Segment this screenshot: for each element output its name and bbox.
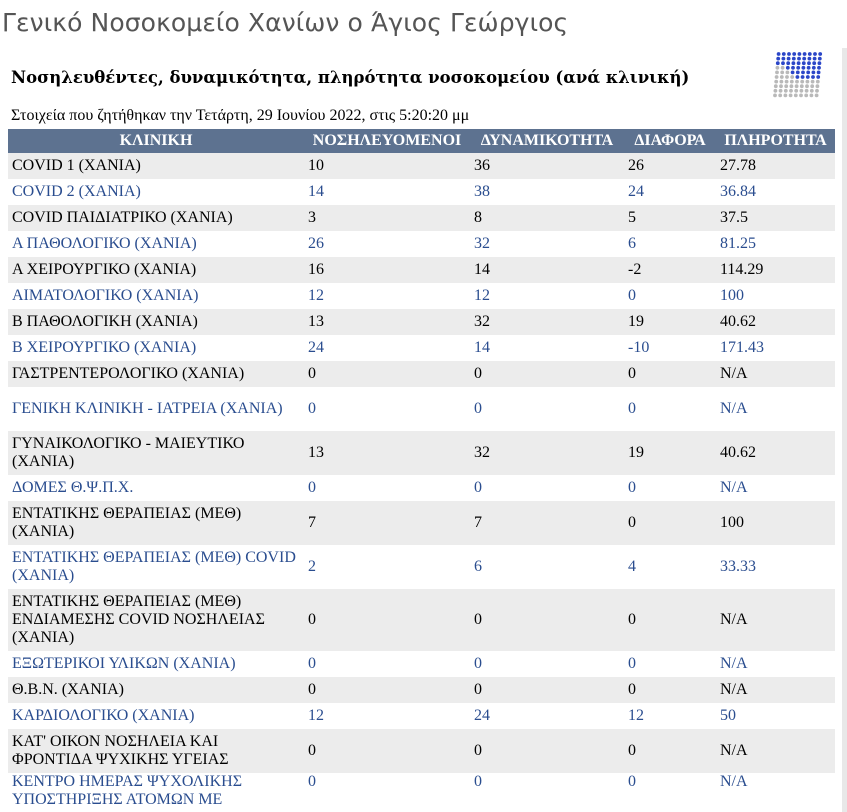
- cell-clinic: Α ΧΕΙΡΟΥΡΓΙΚΟ (ΧΑΝΙΑ): [8, 257, 304, 283]
- cell-capacity: 24: [470, 703, 624, 729]
- table-row: [8, 283, 835, 309]
- cell-clinic: ΕΞΩΤΕΡΙΚΟΙ ΥΛΙΚΩΝ (ΧΑΝΙΑ): [8, 651, 304, 677]
- cell-clinic: COVID 1 (ΧΑΝΙΑ): [8, 153, 304, 179]
- table-row: [8, 729, 835, 773]
- cell-occupancy: 37.5: [716, 205, 835, 231]
- cell-clinic: ΔΟΜΕΣ Θ.Ψ.Π.Χ.: [8, 475, 304, 501]
- table-row: [8, 205, 835, 231]
- cell-difference: 0: [624, 501, 716, 545]
- cell-patients: 12: [304, 283, 470, 309]
- page-title: Γενικό Νοσοκομείο Χανίων ο Άγιος Γεώργιος: [2, 8, 569, 37]
- cell-difference: 19: [624, 309, 716, 335]
- cell-capacity: 12: [470, 283, 624, 309]
- cell-clinic: ΓΥΝΑΙΚΟΛΟΓΙΚΟ - ΜΑΙΕΥΤΙΚΟ (ΧΑΝΙΑ): [8, 431, 304, 475]
- table-header-row: [8, 129, 835, 153]
- cell-patients: 2: [304, 545, 470, 589]
- table-row: [8, 545, 835, 589]
- cell-capacity: 0: [470, 773, 624, 809]
- cell-clinic: ΚΕΝΤΡΟ ΗΜΕΡΑΣ ΨΥΧΟΛΙΚΗΣ ΥΠΟΣΤΗΡΙΞΗΣ ΑΤΟΜΩΝ ΜΕ: [8, 773, 304, 809]
- cell-capacity: 38: [470, 179, 624, 205]
- hospital-bed-dots-logo: [769, 50, 825, 100]
- cell-patients: 0: [304, 773, 470, 809]
- cell-patients: 0: [304, 361, 470, 387]
- cell-difference: 6: [624, 231, 716, 257]
- cell-occupancy: 40.62: [716, 309, 835, 335]
- cell-difference: -10: [624, 335, 716, 361]
- cell-clinic: ΕΝΤΑΤΙΚΗΣ ΘΕΡΑΠΕΙΑΣ (ΜΕΘ) COVID (ΧΑΝΙΑ): [8, 545, 304, 589]
- table-body: [8, 153, 835, 809]
- cell-difference: 0: [624, 677, 716, 703]
- table-row: [8, 773, 835, 809]
- cell-clinic: Β ΧΕΙΡΟΥΡΓΙΚΟ (ΧΑΝΙΑ): [8, 335, 304, 361]
- cell-capacity: 0: [470, 677, 624, 703]
- cell-occupancy: 114.29: [716, 257, 835, 283]
- cell-difference: 24: [624, 179, 716, 205]
- cell-capacity: 0: [470, 729, 624, 773]
- table-row: [8, 475, 835, 501]
- cell-difference: 4: [624, 545, 716, 589]
- cell-occupancy: 27.78: [716, 153, 835, 179]
- table-row: [8, 309, 835, 335]
- table-row: [8, 153, 835, 179]
- cell-patients: 12: [304, 703, 470, 729]
- cell-capacity: 36: [470, 153, 624, 179]
- cell-difference: 12: [624, 703, 716, 729]
- cell-difference: 0: [624, 589, 716, 651]
- table-row: [8, 231, 835, 257]
- cell-capacity: 8: [470, 205, 624, 231]
- cell-occupancy: 81.25: [716, 231, 835, 257]
- cell-occupancy: 100: [716, 501, 835, 545]
- cell-capacity: 0: [470, 387, 624, 431]
- cell-occupancy: 36.84: [716, 179, 835, 205]
- cell-clinic: COVID ΠΑΙΔΙΑΤΡΙΚΟ (ΧΑΝΙΑ): [8, 205, 304, 231]
- cell-patients: 7: [304, 501, 470, 545]
- cell-occupancy: 33.33: [716, 545, 835, 589]
- cell-difference: 0: [624, 729, 716, 773]
- cell-patients: 14: [304, 179, 470, 205]
- cell-capacity: 32: [470, 309, 624, 335]
- table-row: [8, 335, 835, 361]
- cell-difference: 19: [624, 431, 716, 475]
- cell-capacity: 32: [470, 231, 624, 257]
- column-header-difference[interactable]: ΔΙΑΦΟΡΑ: [624, 129, 716, 153]
- cell-patients: 0: [304, 589, 470, 651]
- cell-capacity: 7: [470, 501, 624, 545]
- cell-difference: -2: [624, 257, 716, 283]
- cell-capacity: 0: [470, 361, 624, 387]
- cell-difference: 26: [624, 153, 716, 179]
- cell-clinic: ΓΕΝΙΚΗ ΚΛΙΝΙΚΗ - ΙΑΤΡΕΙΑ (ΧΑΝΙΑ): [8, 387, 304, 431]
- cell-clinic: ΑΙΜΑΤΟΛΟΓΙΚΟ (ΧΑΝΙΑ): [8, 283, 304, 309]
- report-title: Νοσηλευθέντες, δυναμικότητα, πληρότητα νοσοκομείου (ανά κλινική): [11, 68, 690, 87]
- cell-clinic: Β ΠΑΘΟΛΟΓΙΚΗ (ΧΑΝΙΑ): [8, 309, 304, 335]
- cell-difference: 0: [624, 475, 716, 501]
- table-row: [8, 179, 835, 205]
- table-row: [8, 703, 835, 729]
- cell-capacity: 32: [470, 431, 624, 475]
- cell-occupancy: N/A: [716, 475, 835, 501]
- cell-clinic: ΚΑΡΔΙΟΛΟΓΙΚΟ (ΧΑΝΙΑ): [8, 703, 304, 729]
- cell-capacity: 14: [470, 335, 624, 361]
- table-row: [8, 589, 835, 651]
- cell-occupancy: 171.43: [716, 335, 835, 361]
- report-timestamp: Στοιχεία που ζητήθηκαν την Τετάρτη, 29 Ιουνίου 2022, στις 5:20:20 μμ: [11, 107, 470, 124]
- column-header-clinic[interactable]: ΚΛΙΝΙΚΗ: [8, 129, 304, 153]
- table-row: [8, 361, 835, 387]
- table-row: [8, 431, 835, 475]
- cell-patients: 0: [304, 651, 470, 677]
- cell-occupancy: N/A: [716, 651, 835, 677]
- cell-clinic: ΕΝΤΑΤΙΚΗΣ ΘΕΡΑΠΕΙΑΣ (ΜΕΘ) ΕΝΔΙΑΜΕΣΗΣ COVID ΝΟΣΗΛΕΙΑΣ (ΧΑΝΙΑ): [8, 589, 304, 651]
- cell-capacity: 0: [470, 651, 624, 677]
- column-header-capacity[interactable]: ΔΥΝΑΜΙΚΟΤΗΤΑ: [470, 129, 624, 153]
- cell-difference: 0: [624, 361, 716, 387]
- cell-difference: 0: [624, 651, 716, 677]
- cell-occupancy: N/A: [716, 773, 835, 809]
- cell-difference: 5: [624, 205, 716, 231]
- cell-capacity: 14: [470, 257, 624, 283]
- table-row: [8, 651, 835, 677]
- cell-patients: 0: [304, 387, 470, 431]
- clinic-occupancy-table: [8, 129, 835, 809]
- cell-difference: 0: [624, 387, 716, 431]
- table-row: [8, 257, 835, 283]
- cell-clinic: ΚΑΤ' ΟΙΚΟΝ ΝΟΣΗΛΕΙΑ ΚΑΙ ΦΡΟΝΤΙΔΑ ΨΥΧΙΚΗΣ ΥΓΕΙΑΣ: [8, 729, 304, 773]
- table-row: [8, 677, 835, 703]
- cell-clinic: COVID 2 (ΧΑΝΙΑ): [8, 179, 304, 205]
- cell-difference: 0: [624, 773, 716, 809]
- cell-patients: 13: [304, 309, 470, 335]
- cell-clinic: Α ΠΑΘΟΛΟΓΙΚΟ (ΧΑΝΙΑ): [8, 231, 304, 257]
- table-row: [8, 501, 835, 545]
- cell-occupancy: 100: [716, 283, 835, 309]
- cell-capacity: 6: [470, 545, 624, 589]
- cell-difference: 0: [624, 283, 716, 309]
- cell-patients: 10: [304, 153, 470, 179]
- cell-patients: 3: [304, 205, 470, 231]
- cell-occupancy: N/A: [716, 361, 835, 387]
- cell-capacity: 0: [470, 475, 624, 501]
- cell-patients: 16: [304, 257, 470, 283]
- cell-clinic: ΓΑΣΤΡΕΝΤΕΡΟΛΟΓΙΚΟ (ΧΑΝΙΑ): [8, 361, 304, 387]
- table-row: [8, 387, 835, 431]
- cell-patients: 26: [304, 231, 470, 257]
- cell-clinic: Θ.Β.Ν. (ΧΑΝΙΑ): [8, 677, 304, 703]
- column-header-patients[interactable]: ΝΟΣΗΛΕΥΟΜΕΝΟΙ: [304, 129, 470, 153]
- cell-patients: 24: [304, 335, 470, 361]
- cell-occupancy: 50: [716, 703, 835, 729]
- cell-occupancy: N/A: [716, 387, 835, 431]
- cell-patients: 13: [304, 431, 470, 475]
- right-scroll-rail: [842, 48, 847, 812]
- cell-patients: 0: [304, 729, 470, 773]
- cell-patients: 0: [304, 677, 470, 703]
- cell-patients: 0: [304, 475, 470, 501]
- cell-occupancy: N/A: [716, 729, 835, 773]
- cell-occupancy: 40.62: [716, 431, 835, 475]
- cell-clinic: ΕΝΤΑΤΙΚΗΣ ΘΕΡΑΠΕΙΑΣ (ΜΕΘ) (ΧΑΝΙΑ): [8, 501, 304, 545]
- cell-capacity: 0: [470, 589, 624, 651]
- cell-occupancy: N/A: [716, 589, 835, 651]
- cell-occupancy: N/A: [716, 677, 835, 703]
- column-header-occupancy[interactable]: ΠΛΗΡΟΤΗΤΑ: [716, 129, 835, 153]
